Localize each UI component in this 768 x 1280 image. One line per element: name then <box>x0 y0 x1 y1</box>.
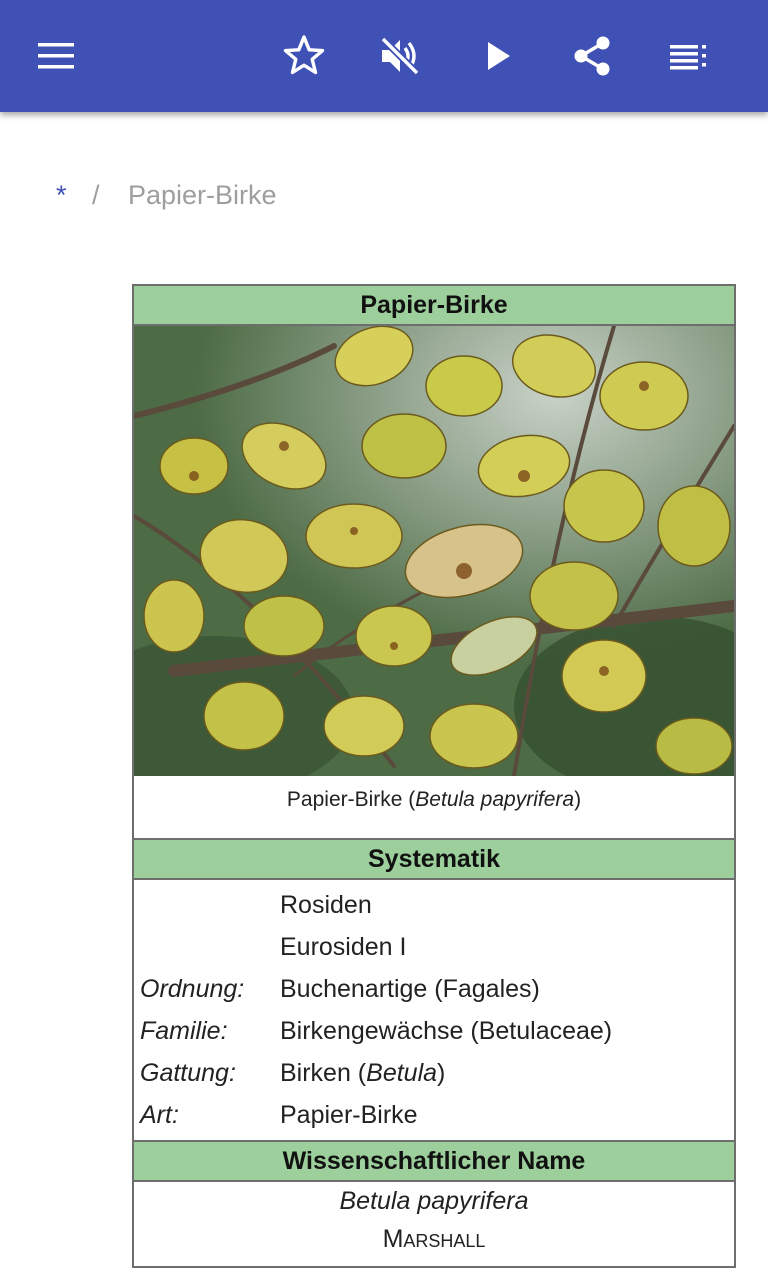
taxonomy-rank-gattung: Gattung: <box>140 1058 236 1087</box>
favorite-button[interactable] <box>280 32 328 80</box>
image-caption <box>134 776 734 838</box>
share-button[interactable] <box>568 32 616 80</box>
play-button[interactable] <box>474 32 522 80</box>
taxonomy-value-rosiden[interactable]: Rosiden <box>280 890 372 919</box>
caption-common-name: Papier-Birke ( <box>286 788 416 811</box>
infobox-title: Papier-Birke <box>134 286 734 326</box>
taxonomy-table <box>134 880 734 1140</box>
scientific-name-header: Wissenschaftlicher Name <box>134 1140 734 1182</box>
share-icon <box>568 32 616 80</box>
taxonomy-row <box>134 1052 734 1094</box>
gattung-prefix: Birken ( <box>280 1058 367 1087</box>
birch-leaves-photo[interactable] <box>134 326 734 776</box>
taxonomy-row <box>134 1094 734 1136</box>
taxonomy-value-art: Papier-Birke <box>280 1100 418 1129</box>
gattung-suffix: ) <box>437 1058 446 1087</box>
app-bar <box>0 0 768 112</box>
play-icon <box>474 32 522 80</box>
taxonomy-row <box>134 884 734 926</box>
taxonomy-value-eurosiden[interactable]: Eurosiden I <box>280 932 407 961</box>
menu-button[interactable] <box>32 32 80 80</box>
gattung-italic: Betula <box>366 1058 438 1087</box>
taxonomy-value-gattung[interactable] <box>280 1059 734 1088</box>
taxonomy-rank-art: Art: <box>140 1100 179 1129</box>
mute-button[interactable] <box>376 32 424 80</box>
infobox <box>132 284 736 1268</box>
scientific-name-section <box>134 1182 734 1258</box>
taxonomy-row <box>134 968 734 1010</box>
taxonomy-rank-familie: Familie: <box>140 1016 228 1045</box>
volume-off-icon <box>376 32 424 80</box>
taxonomy-value-familie[interactable]: Birkengewächse (Betulaceae) <box>280 1016 613 1045</box>
star-outline-icon <box>280 32 328 80</box>
taxonomy-rank-ordnung: Ordnung: <box>140 974 245 1003</box>
caption-scientific-name: Betula papyrifera <box>415 788 575 811</box>
taxonomy-value-ordnung[interactable]: Buchenartige (Fagales) <box>280 974 540 1003</box>
scientific-name: Betula papyrifera <box>339 1187 529 1215</box>
taxonomy-row <box>134 926 734 968</box>
caption-close: ) <box>574 788 582 811</box>
breadcrumb-separator: / <box>92 180 100 210</box>
author-name[interactable]: Marshall <box>382 1225 486 1253</box>
hamburger-menu-icon <box>32 32 80 80</box>
playlist-icon <box>664 32 712 80</box>
playlist-button[interactable] <box>664 32 712 80</box>
breadcrumb-current: Papier-Birke <box>128 180 277 210</box>
systematik-header: Systematik <box>134 838 734 880</box>
taxonomy-row <box>134 1010 734 1052</box>
breadcrumb-home-link[interactable]: * <box>56 180 67 210</box>
